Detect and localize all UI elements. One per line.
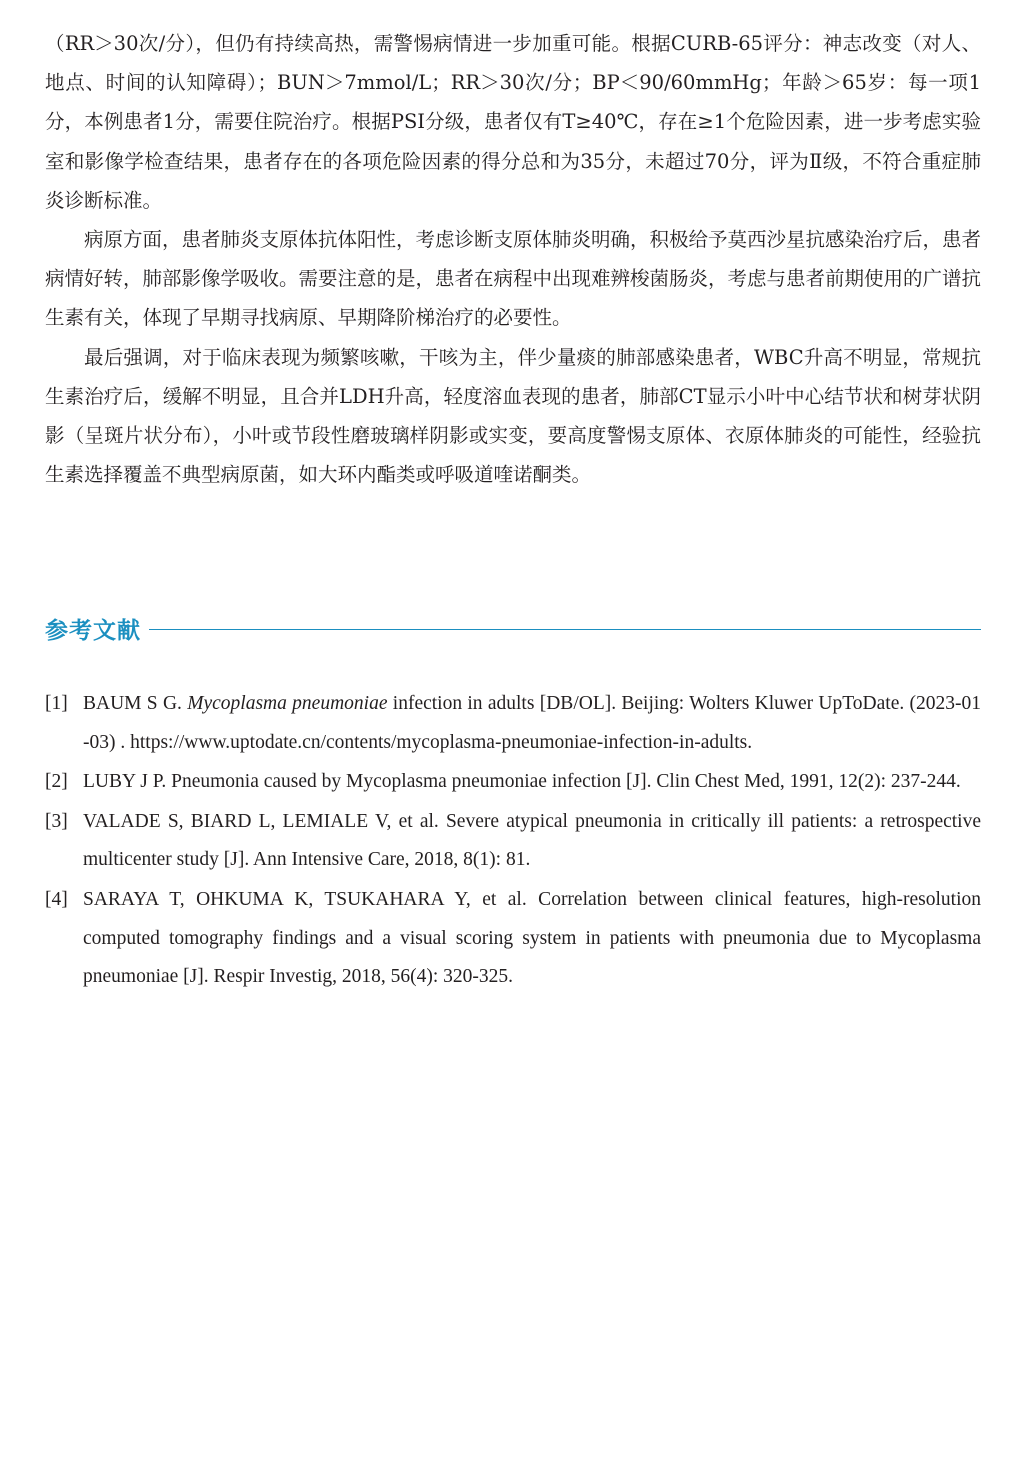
reference-authors: BAUM S G. — [83, 693, 188, 714]
references-header — [45, 608, 981, 648]
references-divider — [149, 629, 981, 630]
reference-item-1 — [45, 685, 981, 762]
reference-text: VALADE S, BIARD L, LEMIALE V, et al. Severe atypical pneumonia in critically ill patients: a retrospective multicenter study [J]. Ann Intensive Care, 2018, 8(1): 81. — [83, 810, 981, 871]
paragraph-pathogen: 病原方面，患者肺炎支原体抗体阳性，考虑诊断支原体肺炎明确，积极给予莫西沙星抗感染治疗后，患者病情好转，肺部影像学吸收。需要注意的是，患者在病程中出现难辨梭菌肠炎，考虑与患者前期使用的广谱抗生素有关，体现了早期寻找病原、早期降阶梯治疗的必要性。 — [45, 228, 982, 330]
reference-item-4 — [45, 881, 981, 997]
body-text — [45, 24, 981, 494]
reference-number: [4] — [45, 888, 68, 910]
references-heading: 参考文献 — [45, 617, 141, 644]
reference-number: [2] — [45, 771, 68, 793]
reference-text: LUBY J P. Pneumonia caused by Mycoplasma pneumoniae infection [J]. Clin Chest Med, 1991, 12(2): 237-244. — [83, 771, 961, 793]
reference-text: SARAYA T, OHKUMA K, TSUKAHARA Y, et al. Correlation between clinical features, high-resolution computed tomography findings and a visual scoring system in patients with pneumonia due to Mycoplasma pneumoniae [J]. Respir Investig, 2018, 56(4): 320-325. — [83, 888, 981, 988]
reference-number: [1] — [45, 693, 68, 714]
reference-remainder: infection in adults [DB/OL]. Beijing: Wolters Kluwer UpToDate. (2023-01-03) . https://www.uptodate.cn/contents/mycoplasma-pneumoniae-infection-in-adults. — [83, 693, 982, 753]
references-list — [45, 685, 981, 998]
reference-item-3 — [45, 803, 981, 880]
paragraph-conclusion: 最后强调，对于临床表现为频繁咳嗽，干咳为主，伴少量痰的肺部感染患者，WBC升高不明显，常规抗生素治疗后，缓解不明显，且合并LDH升高，轻度溶血表现的患者，肺部CT显示小叶中心结节状和树芽状阴影（呈斑片状分布），小叶或节段性磨玻璃样阴影或实变，要高度警惕支原体、衣原体肺炎的可能性，经验抗生素选择覆盖不典型病原菌，如大环内酯类或呼吸道喹诺酮类。 — [45, 345, 981, 487]
reference-item-2 — [45, 763, 981, 802]
reference-number: [3] — [45, 810, 68, 832]
reference-italic-title: Mycoplasma pneumoniae — [187, 693, 388, 714]
paragraph-curb65-psi: （RR＞30次/分），但仍有持续高热，需警惕病情进一步加重可能。根据CURB-65评分：神志改变（对人、地点、时间的认知障碍）；BUN＞7mmol/L；RR＞30次/分；BP＜90/60mmHg；年龄＞65岁：每一项1分，本例患者1分，需要住院治疗。根据PSI分级，患者仅有T≥40℃，存在≥1个危险因素，进一步考虑实验室和影像学检查结果，患者存在的各项危险因素的得分总和为35分，未超过70分，评为Ⅱ级，不符合重症肺炎诊断标准。 — [45, 32, 981, 212]
